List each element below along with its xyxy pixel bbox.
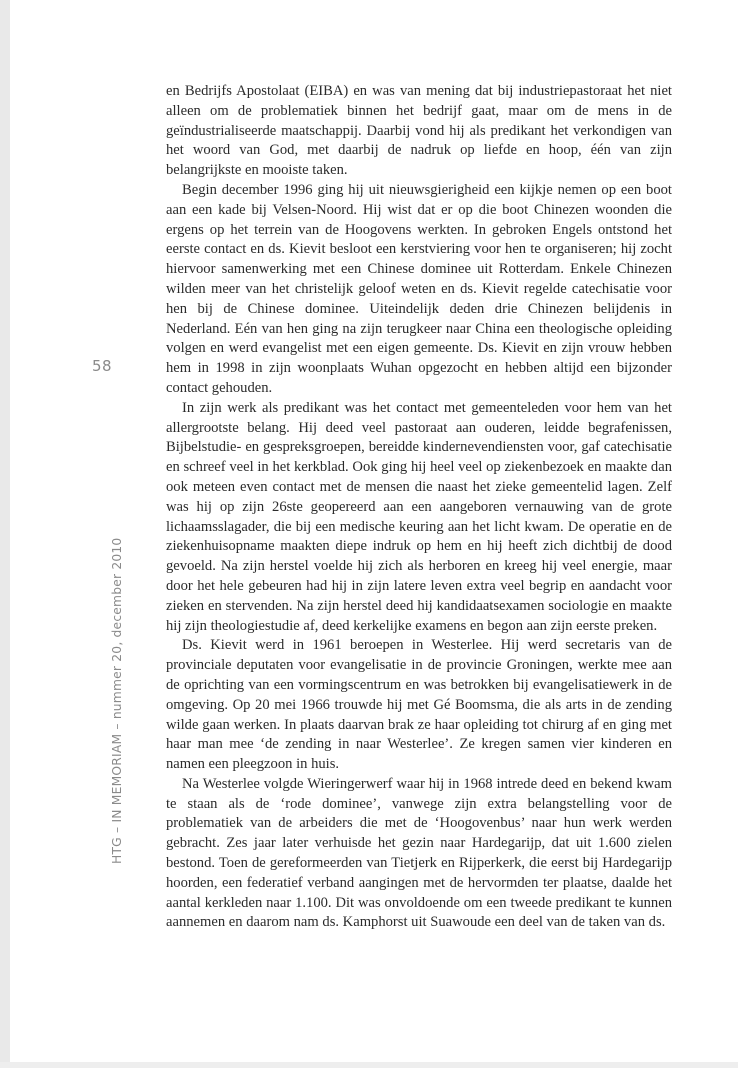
paragraph-3: In zijn werk als predikant was het contact met gemeenteleden voor hem van het allergrootste belang. Hij deed veel pastoraat aan ouderen, leidde begrafenissen, Bijbelstudie- en gespreksgroepen, bereidde kindernevendiensten voor, gaf catechisatie en schreef veel in het kerkblad. Ook ging hij heel veel op ziekenbezoek en maakte dan ook meteen even contact met de mensen die naast het zieke gemeentelid lagen. Zelf was hij op zijn 26ste geopereerd aan een aangeboren vernauwing van de grote lichaamsslagader, die bij een medische keuring aan het licht kwam. De operatie en de ziekenhuisopname maakten diepe indruk op hem en hij heeft zich dichtbij de dood gevoeld. Na zijn herstel voelde hij zich als herboren en kreeg hij veel energie, maar door het hele gebeuren had hij in zijn latere leven extra veel begrip en aandacht voor zieken en stervenden. Na zijn herstel deed hij kandidaatsexamen sociologie en maakte hij zijn theologiestudie af, deed kerkelijke examens en begon aan zijn eerste preken. (166, 399, 672, 634)
page-left-shadow (0, 0, 10, 1068)
paragraph-1: en Bedrijfs Apostolaat (EIBA) en was van mening dat bij industriepastoraat het niet alleen om de problematiek binnen het bedrijf gaat, maar om de mens in de geïndustrialiseerde maatschappij. Daarbij vond hij als predikant het verkondigen van het woord van God, met daarbij de nadruk op liefde en hoop, één van zijn belangrijkste en mooiste taken. (166, 83, 672, 179)
page-number: 58 (92, 357, 113, 375)
running-head: HTG – IN MEMORIAM – nummer 20, december 2010 (110, 537, 124, 864)
paragraph-2: Begin december 1996 ging hij uit nieuwsgierigheid een kijkje nemen op een boot aan een kade bij Velsen-Noord. Hij wist dat er op die boot Chinezen woonden die ergens op het terrein van de Hoogovens werkten. In gebroken Engels ontstond het eerste contact en ds. Kievit besloot een kerstviering voor hen te organiseren; hij zocht hiervoor samenwerking met een Chinese dominee uit Rotterdam. Enkele Chinezen wilden meer van het christelijk geloof weten en ds. Kievit regelde catechisatie voor hen bij de Chinese dominee. Uiteindelijk deden drie Chinezen belijdenis in Nederland. Eén van hen ging na zijn terugkeer naar China een theologische opleiding volgen en werd evangelist met een eigen gemeente. Ds. Kievit en zijn vrouw hebben hem in 1998 in zijn woonplaats Wuhan opgezocht en hebben altijd een bijzonder contact gehouden. (166, 181, 672, 396)
paragraph-4: Ds. Kievit werd in 1961 beroepen in Westerlee. Hij werd secretaris van de provinciale deputaten voor evangelisatie in de provincie Groningen, werkte mee aan de oprichting van een vormingscentrum en was betrokken bij evangelisatiewerk in de omgeving. Op 20 mei 1966 trouwde hij met Gé Boomsma, die als arts in de zending wilde gaan werken. In plaats daarvan brak ze haar opleiding tot chirurg af en ging met haar man mee ‘de zending in naar Westerlee’. Ze kregen samen vier kinderen en namen een pleegzoon in huis. (166, 637, 672, 773)
article-body (166, 82, 672, 933)
page-bottom-shadow (0, 1062, 738, 1068)
paragraph-5: Na Westerlee volgde Wieringerwerf waar hij in 1968 intrede deed en bekend kwam te staan als de ‘rode dominee’, vanwege zijn extra belangstelling voor de problematiek van de arbeiders die met de ‘Hoogovenbus’ naar hun werk werden gebracht. Zes jaar later verhuisde het gezin naar Hardegarijp, dat uit 1.600 zielen bestond. Toen de gereformeerden van Tietjerk en Rijperkerk, die eerst bij Hardegarijp hoorden, een federatief verband aangingen met de hervormden ter plaatse, daalde het aantal kerkleden naar 1.100. Dit was onvoldoende om een tweede predikant te kunnen aannemen en daarom nam ds. Kamphorst uit Suawoude een deel van de taken van ds. (166, 775, 672, 931)
